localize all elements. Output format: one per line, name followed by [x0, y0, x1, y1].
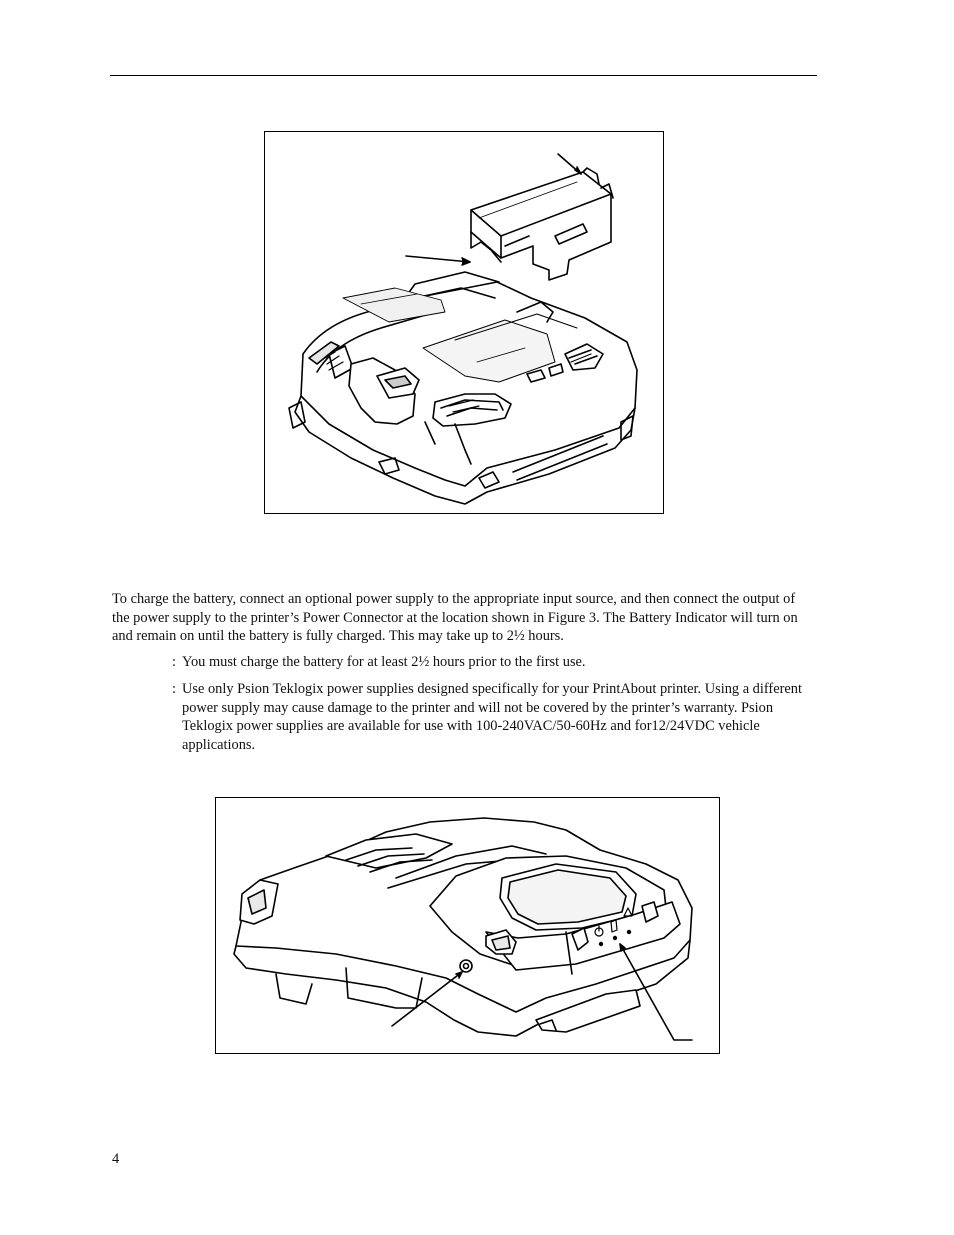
note-text: Use only Psion Teklogix power supplies designed specifically for your PrintAbout printer. Using a different power supply may cause damage to the printer and will not be covered by the printer’s warranty. Psion Teklogix power supplies are available for use with 100-240VAC/50-60Hz and for12/24VDC vehicle applications. — [182, 681, 802, 753]
battery-install-figure — [264, 131, 664, 514]
page-number: 4 — [112, 1151, 120, 1167]
note-marker: : — [172, 681, 176, 697]
power-connector-figure — [215, 797, 720, 1054]
side-arrow — [406, 256, 470, 262]
printer-side-view-drawing — [234, 818, 692, 1036]
charge-instructions-paragraph: To charge the battery, connect an optional power supply to the appropriate input source, and then connect the output of the power supply to the printer’s Power Connector at the location shown in Figure 3. The Battery Indicator will turn on and remain on until the battery is fully charged. This may take up to 2½ hours. — [112, 591, 798, 644]
battery-install-illustration — [265, 132, 662, 512]
note-power-supply-warning — [172, 680, 812, 754]
printer-top-view-drawing — [289, 272, 637, 504]
printer-side-illustration — [216, 798, 718, 1052]
header-rule — [110, 75, 817, 76]
note-marker: : — [172, 654, 176, 670]
note-text: You must charge the battery for at least 2½ hours prior to the first use. — [182, 654, 586, 670]
note-charge-duration — [172, 653, 812, 672]
battery-pack-drawing — [471, 168, 613, 280]
